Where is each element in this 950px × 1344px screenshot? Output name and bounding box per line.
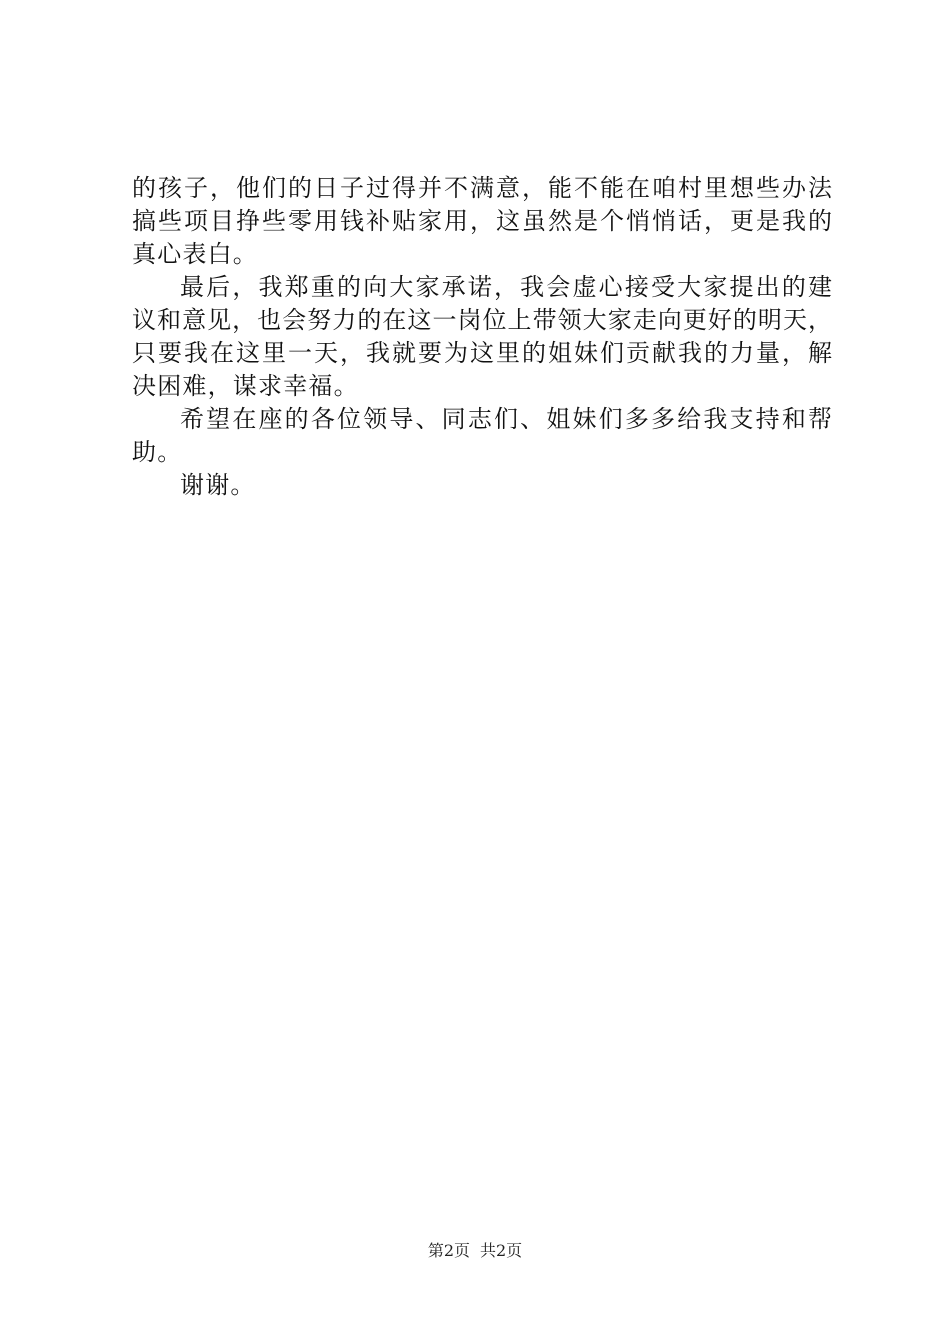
paragraph-line: 只要我在这里一天，我就要为这里的姐妹们贡献我的力量，解 [132,339,832,367]
paragraph-line: 谢谢。 [180,471,256,499]
paragraph-line: 搞些项目挣些零用钱补贴家用，这虽然是个悄悄话，更是我的 [132,207,832,235]
paragraph-line: 的孩子，他们的日子过得并不满意，能不能在咱村里想些办法 [132,174,832,202]
page-number: 第2页 [427,1241,470,1260]
paragraph-line: 最后，我郑重的向大家承诺，我会虚心接受大家提出的建 [180,273,832,301]
page-footer [0,1240,950,1262]
paragraph-line: 决困难，谋求幸福。 [132,372,359,400]
paragraph-line: 助。 [132,438,183,466]
paragraph-line: 议和意见，也会努力的在这一岗位上带领大家走向更好的明天， [132,306,832,334]
paragraph-line: 希望在座的各位领导、同志们、姐妹们多多给我支持和帮 [180,405,832,433]
paragraph-line: 真心表白。 [132,240,258,268]
document-body [132,172,832,502]
page-total: 共2页 [480,1241,523,1260]
